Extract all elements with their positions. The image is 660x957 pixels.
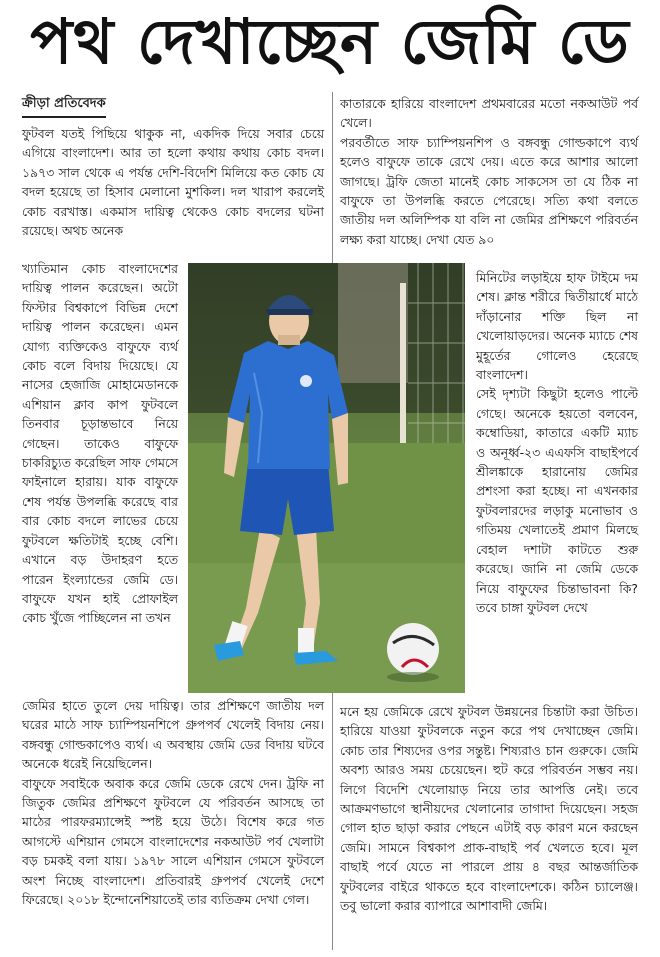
col2-top-paragraph-2: পরবর্তীতে সাফ চ্যাম্পিয়নশিপ ও বঙ্গবন্ধু গোল্ডকাপে ব্যর্থ হলেও বাফুফে তাকে রেখে দেয়। এতে করে আশার আলো জাগছে। ট্রফি জেতা মানেই কোচ সাকসেস তা যে ঠিক না বাফুফে তা উপলব্ধি করতে পেরেছে। সত্যি কথা বলতে জাতীয় দল অলিম্পিক যা বলি না জেমির প্রশিক্ষণে পরিবর্তন লক্ষ্য করা যাচ্ছে। দেখা যেত ৯০	[340, 134, 638, 247]
coach-photo-illustration	[188, 263, 465, 693]
col1-side-text	[22, 259, 178, 628]
col2-top-paragraph-1: কাতারকে হারিয়ে বাংলাদেশ প্রথমবারের মতো নকআউট পর্ব খেলে।	[340, 96, 638, 131]
col2-side-paragraph-2: সেই দৃশ্যটা কিছুটা হলেও পাল্টে গেছে। অনেকে হয়তো বলবেন, কম্বোডিয়া, কাতারে একটি ম্যাচ ও অনূর্ধ্ব-২৩ এএফসি বাছাইপর্বে শ্রীলঙ্কাকে হারানোয় জেমির প্রশংসা করা হচ্ছে। না এখনকার ফুটবলারদের লড়াকু মনোভাব ও গতিময় খেলাতেই প্রমাণ মিলছে বেহাল দশাটা কাটতে শুরু করেছে। জানি না জেমি ডেকে নিয়ে বাফুফের চিন্তাভাবনা কি? তবে চাঙ্গা ফুটবল দেখে	[476, 386, 638, 615]
col1-bottom-paragraph-1: জেমির হাতে তুলে দেয় দায়িত্ব। তার প্রশিক্ষণে জাতীয় দল ঘরের মাঠে সাফ চ্যাম্পিয়নশিপে গ্রুপপর্ব খেলেই বিদায় নেয়। বঙ্গবন্ধু গোল্ডকাপেও ব্যর্থ। এ অবস্থায় জেমি ডের বিদায় ঘটবে অনেকে ধরেই নিয়েছিলেন।	[22, 698, 324, 772]
col2-bottom-paragraph: মনে হয় জেমিকে রেখে ফুটবল উন্নয়নের চিন্তাটা করা উচিত। হারিয়ে যাওয়া ফুটবলকে নতুন করে পথ দেখাচ্ছেন জেমি। কোচ তার শিষ্যদের ওপর সন্তুষ্ট। শিষ্যরাও চান গুরুকে। জেমি অবশ্য আরও সময় চেয়েছেন। হুট করে পরিবর্তন সম্ভব নয়। লিগে বিদেশি খেলোয়াড় নিয়ে তার আপত্তি নেই। তবে আক্রমণভাগে স্থানীয়দের খেলানোর তাগাদা দিয়েছেন। সহজ গোল হাত ছাড়া করার পেছনে এটাই বড় কারণ মনে করছেন জেমি। সামনে বিশ্বকাপ প্রাক-বাছাই পর্ব খেলতে হবে। মূল বাছাই পর্বে যেতে না পারলে প্রায় ৪ বছর আন্তর্জাতিক ফুটবলের বাইরে থাকতে হবে বাংলাদেশকে। কঠিন চ্যালেঞ্জ। তবু ভালো করার ব্যাপারে আশাবাদী জেমি।	[340, 704, 638, 914]
byline: ক্রীড়া প্রতিবেদক	[22, 94, 106, 118]
col1-bottom-text	[22, 696, 324, 909]
coach-photo	[188, 263, 465, 693]
col1-side-paragraph: খ্যাতিমান কোচ বাংলাদেশের দায়িত্ব পালন করেছেন। অটো ফিস্টার বিশ্বকাপে বিভিন্ন দেশে দায়িত্ব পালন করেছেন। এমন যোগ্য ব্যক্তিকেও বাফুফে ব্যর্থ কোচ বলে বিদায় দিয়েছে। যে নাসের হেজাজি মোহামেডানকে এশিয়ান ক্লাব কাপ ফুটবলে তিনবার চূড়ান্তভাবে নিয়ে গেছেন। তাকেও বাফুফে চাকরিচ্যুত করেছিল সাফ গেমসে ফাইনালে হারায়। যাক বাফুফে শেষ পর্যন্ত উপলব্ধি করেছে বার বার কোচ বদলে লাভের চেয়ে ফুটবলে ক্ষতিটাই হচ্ছে বেশি। এখানে বড় উদাহরণ হতে পারেন ইংল্যান্ডের জেমি ডে। বাফুফে যখন হাই প্রোফাইল কোচ খুঁজে পাচ্ছিলেন না তখন	[22, 261, 178, 626]
col2-side-text	[476, 268, 638, 617]
col2-bottom-text	[340, 702, 638, 915]
col2-top-text	[340, 94, 638, 249]
col1-top-text	[22, 124, 324, 240]
col1-top-paragraph: ফুটবল যতই পিছিয়ে থাকুক না, একদিক দিয়ে সবার চেয়ে এগিয়ে বাংলাদেশ। আর তা হলো কথায় কথায় কোচ বদল। ১৯৭৩ সাল থেকে এ পর্যন্ত দেশি-বিদেশি মিলিয়ে কত কোচ যে বদল হয়েছে তা হিসাব মেলানো মুশকিল। দল খারাপ করলেই কোচ বরখাস্ত। একমাস দায়িত্ব থেকেও কোচ বদলের ঘটনা রয়েছে। অথচ অনেক	[22, 126, 324, 239]
col2-side-paragraph-1: মিনিটের লড়াইয়ে হাফ টাইমে দম শেষ। ক্লান্ত শরীরে দ্বিতীয়ার্ধে মাঠে দাঁড়ানোর শক্তি ছিল না খেলোয়াড়দের। অনেক ম্যাচে শেষ মুহূর্তের গোলেও হেরেছে বাংলাদেশ।	[476, 270, 638, 383]
headline: পথ দেখাচ্ছেন জেমি ডে	[30, 4, 630, 78]
col1-bottom-paragraph-2: বাফুফে সবাইকে অবাক করে জেমি ডেকে রেখে দেন। ট্রফি না জিতুক জেমির প্রশিক্ষণে ফুটবলে যে পরিবর্তন আসছে তা মাঠের পারফরম্যান্সেই স্পষ্ট হয়ে উঠে। বিশেষ করে গত আগস্টে এশিয়ান গেমসে বাংলাদেশের নকআউট পর্ব খেলাটা বড় চমকই বলা যায়। ১৯৭৮ সালে এশিয়ান গেমসে ফুটবলে অংশ নিচ্ছে বাংলাদেশ। প্রতিবারই গ্রুপপর্ব খেলেই দেশে ফিরেছে। ২০১৮ ইন্দোনেশিয়াতেই তার ব্যতিক্রম দেখা গেল।	[22, 775, 324, 908]
